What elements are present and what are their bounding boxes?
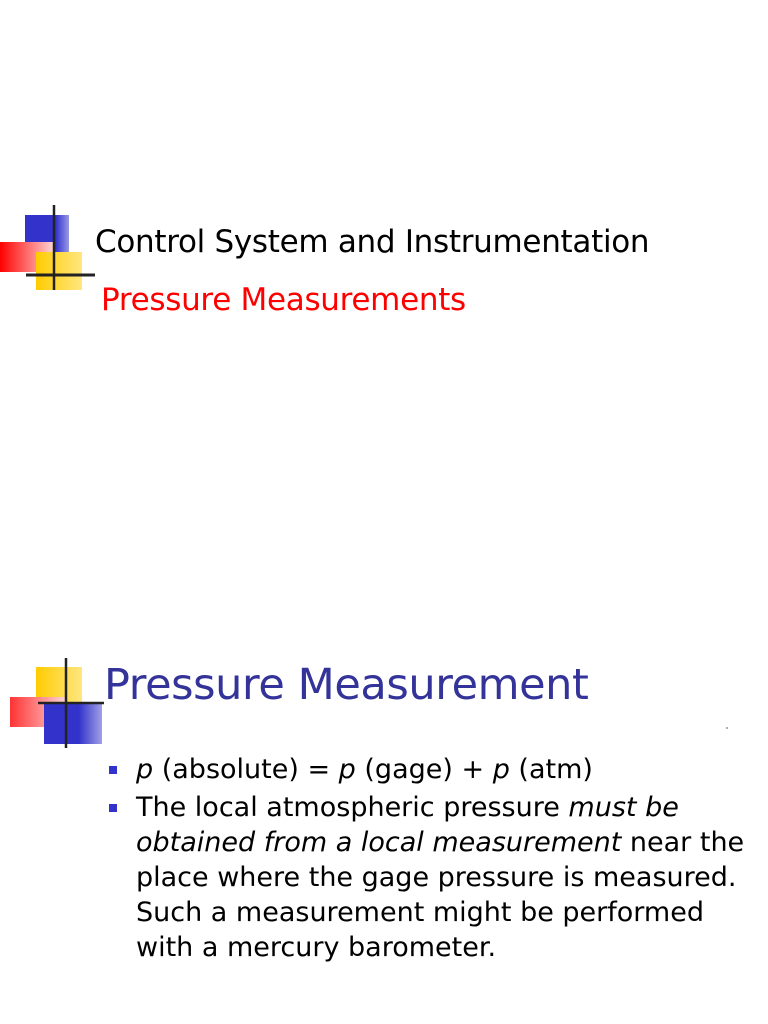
bullet-text: near the place where the gage pressure is measured. Such a measurement might be performed with a mercury barometer. (136, 827, 745, 963)
square-bullet-icon (109, 804, 117, 812)
bullet-text: (gage) + (355, 754, 493, 785)
emphasized-text: must be obtained from a local measurement (136, 792, 679, 858)
blue-square (44, 704, 102, 744)
stray-dot (726, 727, 728, 729)
bullet-text: The local atmospheric pressure (136, 792, 569, 823)
slide-title: Control System and Instrumentation (95, 224, 650, 260)
slide-title: Pressure Measurement (104, 660, 589, 710)
bullet-item (107, 790, 757, 965)
pressure-variable: p (136, 754, 154, 785)
slide-subtitle: Pressure Measurements (101, 282, 466, 318)
bullet-text: (atm) (509, 754, 593, 785)
pressure-variable: p (338, 754, 356, 785)
square-bullet-icon (109, 766, 117, 774)
yellow-square (36, 252, 82, 290)
pressure-variable: p (492, 754, 510, 785)
bullet-text: (absolute) = (153, 754, 339, 785)
bullet-list (107, 752, 757, 968)
bullet-item (107, 752, 757, 787)
